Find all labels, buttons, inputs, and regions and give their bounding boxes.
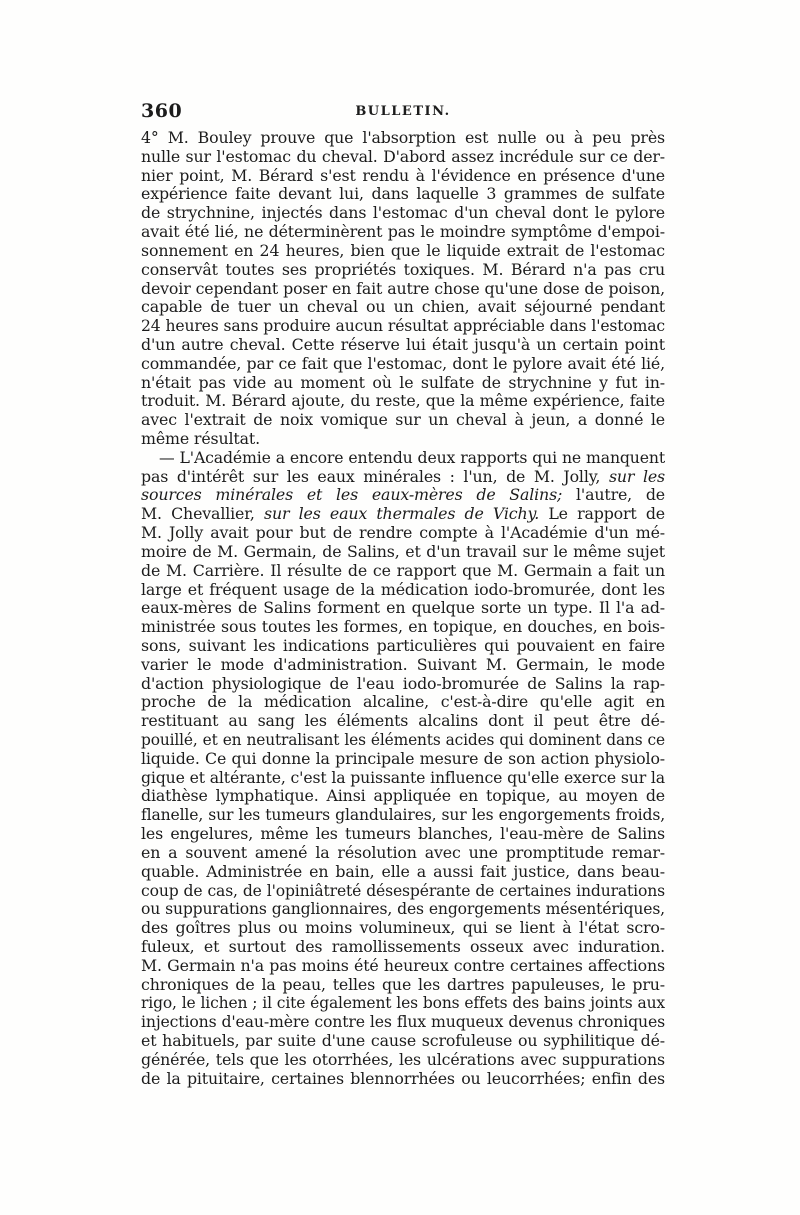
- text-line: injections d'eau-mère contre les flux muqueux devenus chroniques: [141, 1012, 665, 1032]
- page-number: 360: [141, 100, 183, 122]
- text-run: pas d'intérêt sur les eaux minérales : l'un, de M. Jolly,: [141, 466, 601, 486]
- text-line: ou suppurations ganglionnaires, des engorgements mésentériques,: [141, 900, 665, 919]
- text-line: de strychnine, injectés dans l'estomac d'un cheval dont le pylore: [141, 203, 665, 223]
- text-line: n'était pas vide au moment où le sulfate de strychnine y fut in-: [141, 372, 665, 392]
- text-line: sons, suivant les indications particulières qui pouvaient en faire: [141, 635, 665, 655]
- italic-title: sur les: [608, 466, 666, 486]
- text-line: M. Jolly avait pour but de rendre compte à l'Académie d'un mé-: [141, 523, 665, 543]
- text-line: moire de M. Germain, de Salins, et d'un travail sur le même sujet: [141, 541, 665, 561]
- text-line: flanelle, sur les tumeurs glandulaires, sur les engorgements froids,: [141, 806, 665, 825]
- text-line: de la pituitaire, certaines blennorrhées ou leucorrhées; enfin des: [141, 1068, 665, 1088]
- text-line: conservât toutes ses propriétés toxiques. M. Bérard n'a pas cru: [141, 259, 665, 279]
- text-line: sonnement en 24 heures, bien que le liquide extrait de l'estomac: [141, 240, 665, 260]
- body-text: [141, 129, 665, 1088]
- text-line: coup de cas, de l'opiniâtreté désespérante de certaines indurations: [141, 881, 665, 900]
- text-line: capable de tuer un cheval ou un chien, avait séjourné pendant: [141, 297, 665, 317]
- text-line: devoir cependant poser en fait autre chose qu'une dose de poison,: [141, 278, 665, 298]
- text-line-mixed: [141, 486, 665, 505]
- text-line: expérience faite devant lui, dans laquelle 3 grammes de sulfate: [141, 184, 665, 204]
- text-run: Le rapport de: [548, 504, 666, 524]
- text-line: ministrée sous toutes les formes, en topique, en douches, en bois-: [141, 617, 665, 637]
- text-line: d'action physiologique de l'eau iodo-bromurée de Salins la rap-: [141, 673, 665, 693]
- text-run: M. Chevallier,: [141, 504, 255, 524]
- text-line: de M. Carrière. Il résulte de ce rapport que M. Germain a fait un: [141, 560, 665, 580]
- text-line: les engelures, même les tumeurs blanches, l'eau-mère de Salins: [141, 824, 665, 844]
- text-line: rigo, le lichen ; il cite également les bons effets des bains joints aux: [141, 994, 665, 1013]
- text-line: et habituels, par suite d'une cause scrofuleuse ou syphilitique dé-: [141, 1031, 665, 1050]
- text-line: liquide. Ce qui donne la principale mesure de son action physiolo-: [141, 748, 665, 768]
- text-line: d'un autre cheval. Cette réserve lui était jusqu'à un certain point: [141, 334, 665, 354]
- text-line: gique et altérante, c'est la puissante influence qu'elle exerce sur la: [141, 767, 665, 787]
- text-line: proche de la médication alcaline, c'est-à-dire qu'elle agit en: [141, 692, 665, 712]
- text-line: générée, tels que les otorrhées, les ulcérations avec suppurations: [141, 1049, 665, 1069]
- text-line: des goîtres plus ou moins volumineux, qui se lient à l'état scro-: [141, 918, 665, 938]
- text-line: même résultat.: [141, 429, 260, 448]
- text-line: restituant au sang les éléments alcalins dont il peut être dé-: [141, 711, 665, 731]
- text-line: 24 heures sans produire aucun résultat appréciable dans l'estomac: [141, 317, 665, 336]
- text-line: eaux-mères de Salins forment en quelque sorte un type. Il l'a ad-: [141, 598, 665, 618]
- text-line: pouillé, et en neutralisant les éléments acides qui dominent dans ce: [141, 731, 665, 749]
- running-head: BULLETIN.: [355, 104, 451, 119]
- text-line: nier point, M. Bérard s'est rendu à l'évidence en présence d'une: [141, 165, 665, 185]
- text-line: diathèse lymphatique. Ainsi appliquée en topique, au moyen de: [141, 786, 665, 806]
- text-line: M. Germain n'a pas moins été heureux contre certaines affections: [141, 955, 665, 975]
- text-line: en a souvent amené la résolution avec une promptitude remar-: [141, 842, 665, 862]
- text-line: — L'Académie a encore entendu deux rapports qui ne manquent: [159, 447, 665, 467]
- text-line-mixed: [141, 468, 665, 487]
- text-line: troduit. M. Bérard ajoute, du reste, que la même expérience, faite: [141, 391, 665, 411]
- text-line: varier le mode d'administration. Suivant M. Germain, le mode: [141, 654, 665, 674]
- text-line: commandée, par ce fait que l'estomac, dont le pylore avait été lié,: [141, 353, 665, 373]
- text-line: large et fréquent usage de la médication iodo-bromurée, dont les: [141, 579, 665, 599]
- text-line-mixed: [141, 505, 665, 524]
- text-line: avait été lié, ne déterminèrent pas le moindre symptôme d'empoi-: [141, 222, 665, 242]
- italic-title: sources minérales et les eaux-mères de Salins;: [141, 485, 563, 505]
- text-line: 4° M. Bouley prouve que l'absorption est nulle ou à peu près: [141, 128, 665, 147]
- text-line: chroniques de la peau, telles que les dartres papuleuses, le pru-: [141, 974, 665, 994]
- page-header: [141, 100, 665, 124]
- text-line: quable. Administrée en bain, elle a aussi fait justice, dans beau-: [141, 861, 665, 881]
- italic-title: sur les eaux thermales de Vichy.: [264, 504, 540, 524]
- text-line: fuleux, et surtout des ramollissements osseux avec induration.: [141, 936, 665, 956]
- text-line: nulle sur l'estomac du cheval. D'abord assez incrédule sur ce der-: [141, 146, 665, 166]
- text-run: l'autre, de: [576, 485, 665, 505]
- text-line: avec l'extrait de noix vomique sur un cheval à jeun, a donné le: [141, 410, 665, 430]
